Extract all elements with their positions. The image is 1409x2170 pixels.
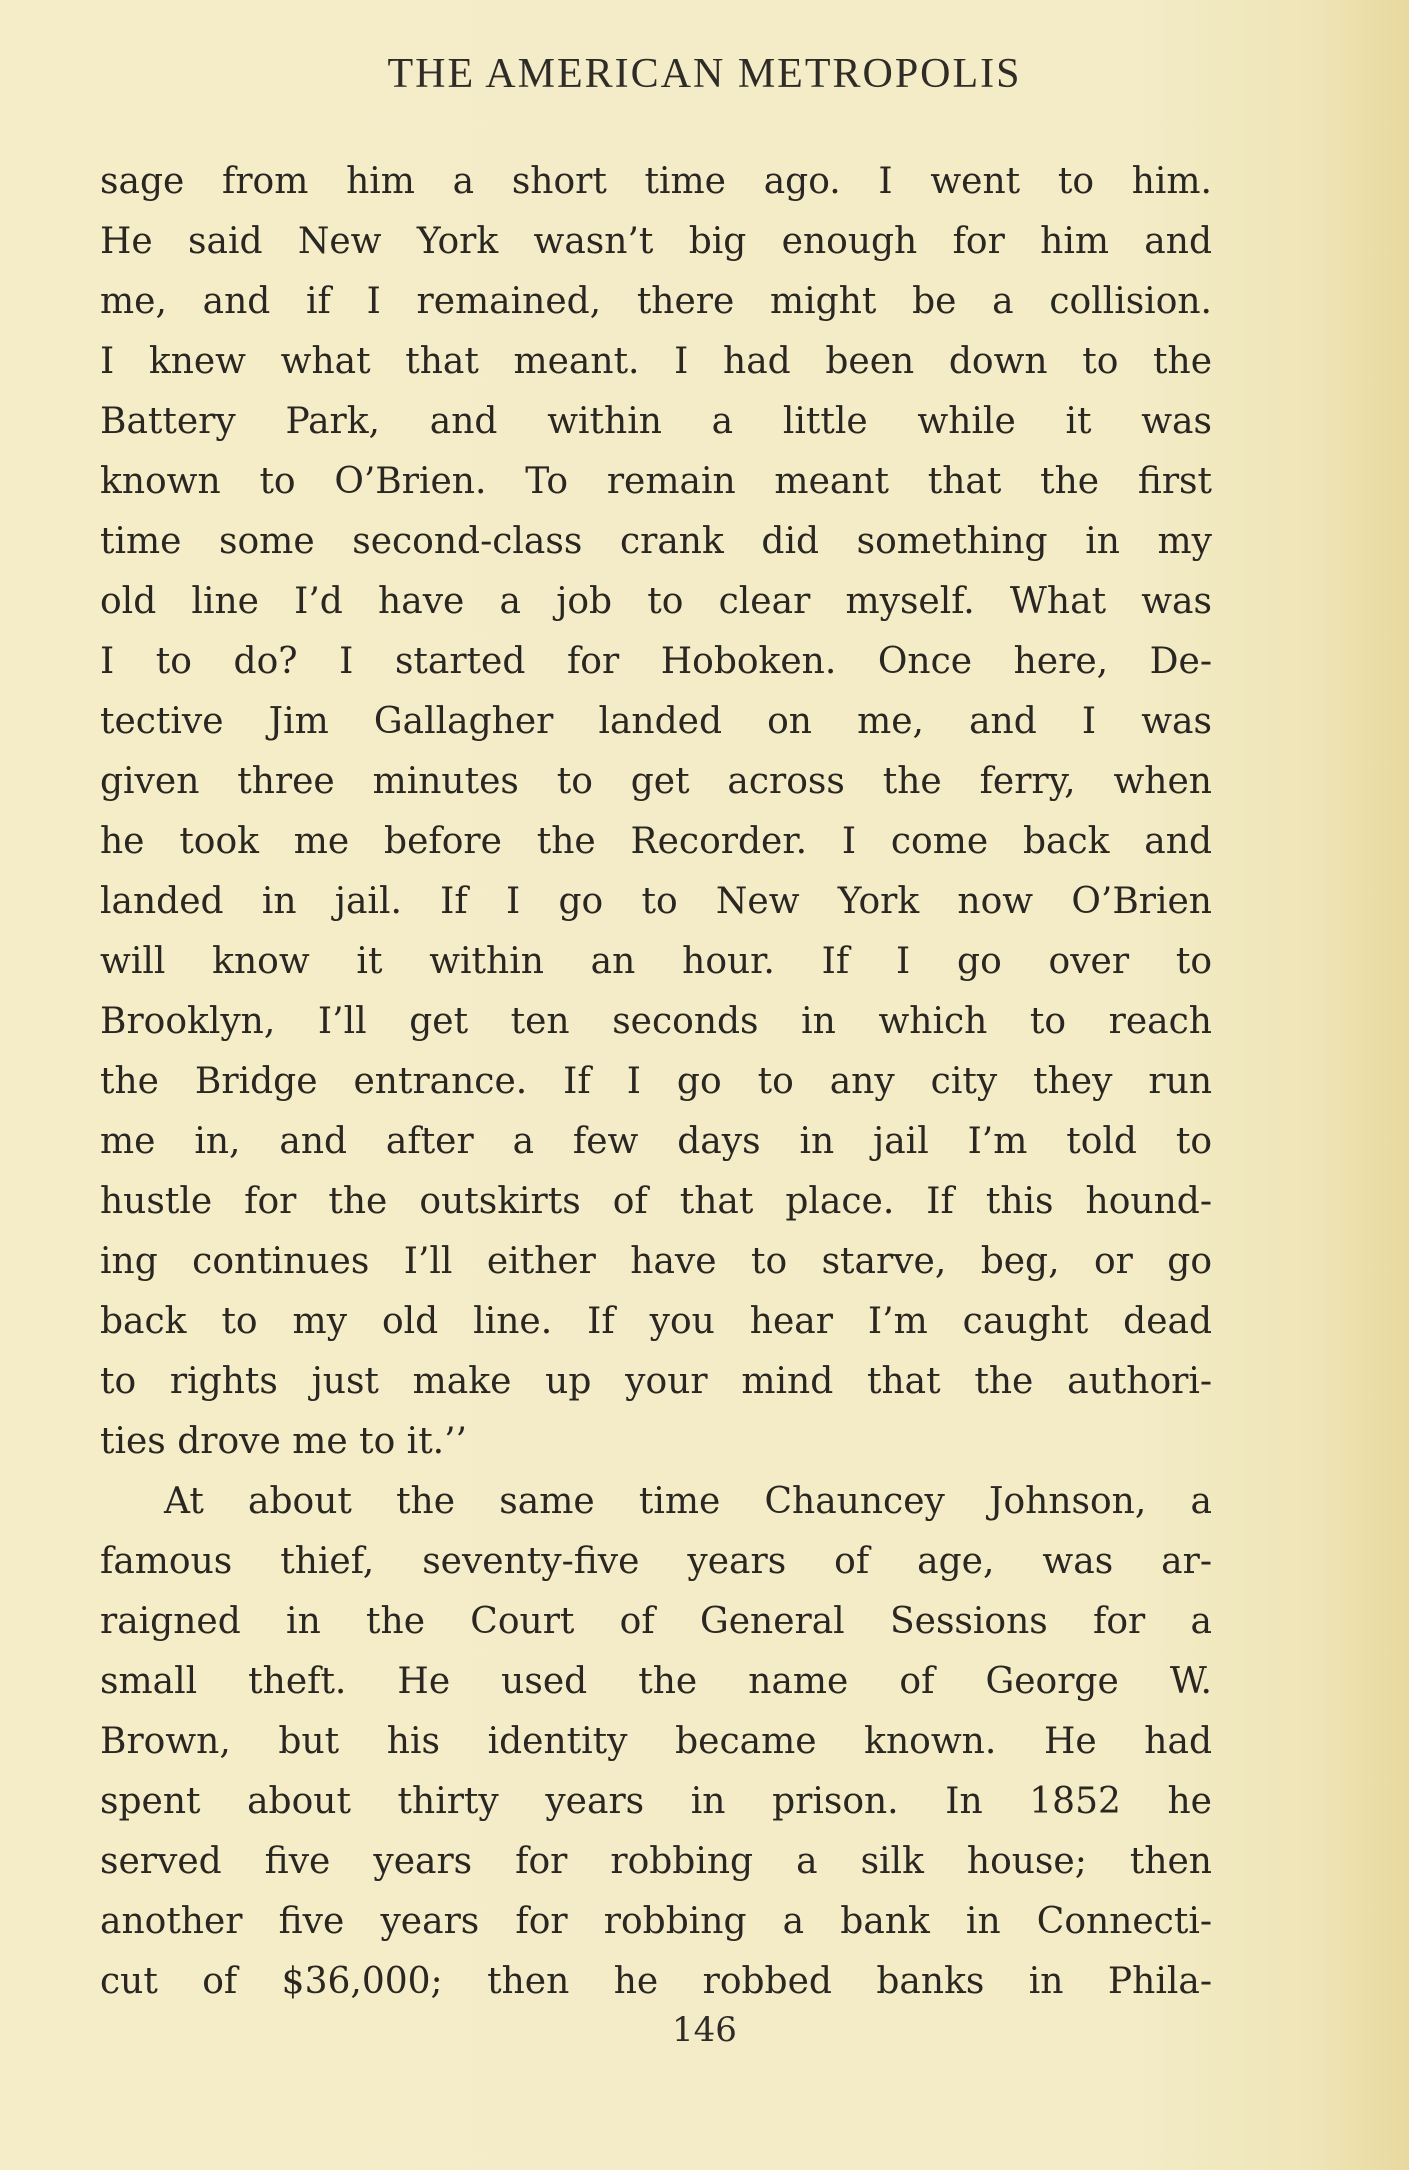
- text-line: I to do? I started for Hoboken. Once here, De-: [100, 641, 1212, 682]
- page-number: 146: [672, 2010, 737, 2050]
- text-line: he took me before the Recorder. I come back and: [100, 821, 1212, 862]
- body-text: [100, 152, 1212, 2012]
- text-line: me, and if I remained, there might be a collision.: [100, 281, 1212, 322]
- text-line: He said New York wasn’t big enough for him and: [100, 221, 1212, 262]
- text-line: landed in jail. If I go to New York now O’Brien: [100, 881, 1212, 922]
- text-line: tective Jim Gallagher landed on me, and I was: [100, 701, 1212, 742]
- text-line: Battery Park, and within a little while it was: [100, 401, 1212, 442]
- paragraph-last-line: ties drove me to it.’’: [100, 1421, 467, 1462]
- text-line: will know it within an hour. If I go over to: [100, 941, 1212, 982]
- text-line: sage from him a short time ago. I went to him.: [100, 161, 1212, 202]
- text-line: Brooklyn, I’ll get ten seconds in which to reach: [100, 1001, 1212, 1042]
- text-line: known to O’Brien. To remain meant that the first: [100, 461, 1212, 502]
- text-line: served five years for robbing a silk house; then: [100, 1841, 1212, 1882]
- text-line: small theft. He used the name of George W.: [100, 1661, 1212, 1702]
- text-line: spent about thirty years in prison. In 1852 he: [100, 1781, 1212, 1822]
- text-line: I knew what that meant. I had been down to the: [100, 341, 1212, 382]
- text-line: to rights just make up your mind that the authori-: [100, 1361, 1212, 1402]
- text-line: back to my old line. If you hear I’m caught dead: [100, 1301, 1212, 1342]
- text-line: Brown, but his identity became known. He had: [100, 1721, 1212, 1762]
- text-line: cut of $36,000; then he robbed banks in Phila-: [100, 1961, 1212, 2002]
- running-head: THE AMERICAN METROPOLIS: [387, 51, 1022, 97]
- text-line: me in, and after a few days in jail I’m told to: [100, 1121, 1212, 1162]
- text-line: given three minutes to get across the ferry, when: [100, 761, 1212, 802]
- paragraph-first-line: At about the same time Chauncey Johnson, a: [164, 1481, 1212, 1522]
- text-line: famous thief, seventy-five years of age, was ar-: [100, 1541, 1212, 1582]
- text-line: old line I’d have a job to clear myself. What was: [100, 581, 1212, 622]
- text-line: time some second-class crank did something in my: [100, 521, 1212, 562]
- text-line: the Bridge entrance. If I go to any city they run: [100, 1061, 1212, 1102]
- text-line: another five years for robbing a bank in Connecti-: [100, 1901, 1212, 1942]
- text-line: ing continues I’ll either have to starve, beg, or go: [100, 1241, 1212, 1282]
- text-line: raigned in the Court of General Sessions for a: [100, 1601, 1212, 1642]
- text-line: hustle for the outskirts of that place. If this hound-: [100, 1181, 1212, 1222]
